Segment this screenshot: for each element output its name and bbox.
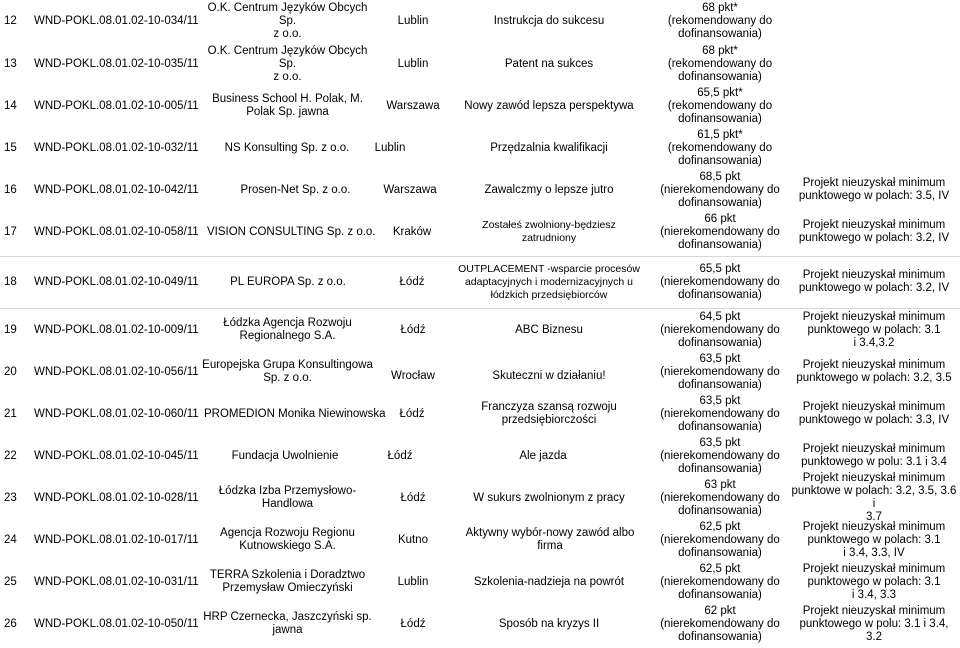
project-title: Przędzalnia kwalifikacji	[490, 141, 608, 154]
city: Lublin	[397, 57, 429, 70]
table-row	[0, 170, 960, 210]
note	[790, 86, 958, 126]
application-code: WND-POKL.08.01.02-10-049/11	[34, 275, 199, 288]
table-row	[0, 2, 960, 40]
score: 63,5 pkt (nierekomendowany do dofinansowania)	[660, 352, 780, 391]
row-number: 20	[4, 365, 17, 378]
city: Łódź	[387, 449, 413, 462]
application-code: WND-POKL.08.01.02-10-009/11	[34, 323, 199, 336]
row-number: 22	[4, 449, 17, 462]
application-code: WND-POKL.08.01.02-10-058/11	[34, 225, 199, 238]
applicant-name: VISION CONSULTING Sp. z o.o.	[207, 225, 376, 238]
table-row	[0, 260, 960, 304]
city: Kraków	[392, 225, 432, 238]
row-number: 15	[4, 141, 17, 154]
table-row	[0, 128, 960, 168]
table-row	[0, 310, 960, 350]
note	[790, 44, 958, 84]
project-title: Skuteczni w działaniu!	[492, 369, 606, 382]
table-row	[0, 520, 960, 560]
project-title: Instrukcja do sukcesu	[493, 14, 605, 27]
note: Projekt nieuzyskał minimum punktowe w polach: 3.2, 3.5, 3.6 i 3.7	[791, 472, 957, 523]
city: Kutno	[397, 533, 429, 546]
row-divider	[0, 256, 960, 257]
city: Lublin	[397, 14, 429, 27]
note: Projekt nieuzyskał minimum punktowego w polach: 3.2, 3.5	[796, 359, 952, 384]
row-number: 17	[4, 225, 17, 238]
project-title: Zawalczmy o lepsze jutro	[484, 183, 614, 196]
applicant-name: Europejska Grupa Konsultingowa Sp. z o.o.	[202, 359, 373, 384]
score: 63 pkt (nierekomendowany do dofinansowania)	[660, 478, 780, 517]
city: Łódź	[400, 491, 426, 504]
applicant-name: Łódzka Agencja Rozwoju Regionalnego S.A.	[223, 317, 352, 342]
city: Warszawa	[386, 99, 440, 112]
score: 63,5 pkt (nierekomendowany do dofinansowania)	[660, 394, 780, 433]
row-number: 19	[4, 323, 17, 336]
table-row	[0, 472, 960, 523]
applicant-name: PROMEDION Monika Niewinowska	[204, 407, 386, 420]
table-row	[0, 604, 960, 644]
note: Projekt nieuzyskał minimum punktowego w polach: 3.1 i 3.4, 3.3, IV	[802, 520, 946, 559]
score: 68,5 pkt (nierekomendowany do dofinansowania)	[660, 170, 780, 209]
applicant-name: PL EUROPA Sp. z o.o.	[230, 275, 346, 288]
note: Projekt nieuzyskał minimum punktowego w polu: 3.1 i 3.4	[801, 443, 947, 468]
project-title: Aktywny wybór-nowy zawód albo firma	[465, 527, 635, 552]
row-number: 13	[4, 57, 17, 70]
row-number: 14	[4, 99, 17, 112]
application-code: WND-POKL.08.01.02-10-060/11	[34, 407, 199, 420]
note: Projekt nieuzyskał minimum punktowego w polach: 3.3, IV	[798, 401, 950, 426]
project-title: Sposób na kryzys II	[498, 617, 600, 630]
row-number: 16	[4, 183, 17, 196]
note	[790, 2, 958, 40]
project-title: OUTPLACEMENT -wsparcie procesów adaptacyjnych i modernizacyjnych u łódzkich przedsiębiorców	[458, 262, 640, 301]
application-code: WND-POKL.08.01.02-10-050/11	[34, 617, 199, 630]
city: Warszawa	[383, 183, 437, 196]
application-code: WND-POKL.08.01.02-10-035/11	[34, 57, 199, 70]
note: Projekt nieuzyskał minimum punktowego w polach: 3.2, IV	[798, 219, 950, 244]
score: 66 pkt (nierekomendowany do dofinansowania)	[660, 212, 780, 251]
note: Projekt nieuzyskał minimum punktowego w polach: 3.1 i 3.4, 3.3	[802, 562, 946, 601]
application-code: WND-POKL.08.01.02-10-042/11	[34, 183, 199, 196]
applicant-name: NS Konsulting Sp. z o.o.	[224, 141, 350, 154]
score: 62 pkt (nierekomendowany do dofinansowania)	[660, 604, 780, 643]
application-code: WND-POKL.08.01.02-10-005/11	[34, 99, 199, 112]
applicant-name: O.K. Centrum Języków Obcych Sp. z o.o.	[207, 1, 368, 40]
project-title: Zostałeś zwolniony-będziesz zatrudniony	[482, 219, 616, 244]
table-row	[0, 44, 960, 84]
row-number: 25	[4, 575, 17, 588]
note: Projekt nieuzyskał minimum punktowego w polach: 3.2, IV	[798, 269, 950, 294]
applicant-name: Prosen-Net Sp. z o.o.	[240, 183, 351, 196]
row-number: 26	[4, 617, 17, 630]
score: 62,5 pkt (nierekomendowany do dofinansowania)	[660, 562, 780, 601]
applicant-name: Fundacja Uwolnienie	[231, 449, 339, 462]
city: Lublin	[397, 575, 429, 588]
table-row	[0, 352, 960, 392]
table-row	[0, 394, 960, 434]
row-number: 24	[4, 533, 17, 546]
note: Projekt nieuzyskał minimum punktowego w polach: 3.1 i 3.4,3.2	[802, 310, 946, 349]
project-title: Ale jazda	[519, 449, 567, 462]
table-row	[0, 562, 960, 602]
applicant-name: HRP Czernecka, Jaszczyński sp. jawna	[203, 611, 372, 636]
city: Łódź	[400, 617, 426, 630]
applicant-name: Business School H. Polak, M. Polak Sp. jawna	[212, 93, 363, 118]
project-title: ABC Biznesu	[515, 323, 583, 336]
applicant-name: Łódzka Izba Przemysłowo- Handlowa	[218, 485, 357, 510]
applicant-name: Agencja Rozwoju Regionu Kutnowskiego S.A.	[220, 527, 355, 552]
city: Łódź	[400, 323, 426, 336]
score: 62,5 pkt (nierekomendowany do dofinansowania)	[660, 520, 780, 559]
score: 65,5 pkt* (rekomendowany do dofinansowania)	[667, 86, 773, 125]
city: Wrocław	[391, 369, 435, 382]
application-code: WND-POKL.08.01.02-10-032/11	[34, 141, 199, 154]
note: Projekt nieuzyskał minimum punktowego w polu: 3.1 i 3.4, 3.2	[799, 604, 949, 643]
score: 68 pkt* (rekomendowany do dofinansowania)	[667, 44, 773, 83]
score: 63,5 pkt (nierekomendowany do dofinansowania)	[660, 436, 780, 475]
row-number: 12	[4, 14, 17, 27]
row-number: 18	[4, 275, 17, 288]
project-title: Szkolenia-nadzieja na powrót	[473, 575, 625, 588]
project-title: W sukurs zwolnionym z pracy	[473, 491, 625, 504]
application-code: WND-POKL.08.01.02-10-045/11	[34, 449, 199, 462]
note: Projekt nieuzyskał minimum punktowego w polach: 3.5, IV	[798, 177, 950, 202]
score: 68 pkt* (rekomendowany do dofinansowania)	[667, 1, 773, 40]
row-number: 23	[4, 491, 17, 504]
row-divider	[0, 308, 960, 309]
score: 64,5 pkt (nierekomendowany do dofinansowania)	[660, 310, 780, 349]
project-title: Franczyza szansą rozwoju przedsiębiorczości	[481, 401, 617, 426]
row-number: 21	[4, 407, 17, 420]
table-row	[0, 212, 960, 252]
applicant-name: TERRA Szkolenia i Doradztwo Przemysław Omieczyński	[209, 569, 366, 594]
city: Łódź	[399, 275, 425, 288]
application-code: WND-POKL.08.01.02-10-028/11	[34, 491, 199, 504]
project-title: Nowy zawód lepsza perspektywa	[464, 99, 634, 112]
applicant-name: O.K. Centrum Języków Obcych Sp. z o.o.	[207, 44, 368, 83]
application-code: WND-POKL.08.01.02-10-034/11	[34, 14, 199, 27]
score: 65,5 pkt (nierekomendowany do dofinansowania)	[660, 262, 780, 301]
table-row	[0, 436, 960, 476]
note	[790, 128, 958, 168]
score: 61,5 pkt* (rekomendowany do dofinansowania)	[667, 128, 773, 167]
city: Łódź	[399, 407, 425, 420]
project-title: Patent na sukces	[504, 57, 594, 70]
city: Lublin	[374, 141, 406, 154]
application-code: WND-POKL.08.01.02-10-017/11	[34, 533, 199, 546]
table-row	[0, 86, 960, 126]
application-code: WND-POKL.08.01.02-10-031/11	[34, 575, 199, 588]
application-code: WND-POKL.08.01.02-10-056/11	[34, 365, 199, 378]
